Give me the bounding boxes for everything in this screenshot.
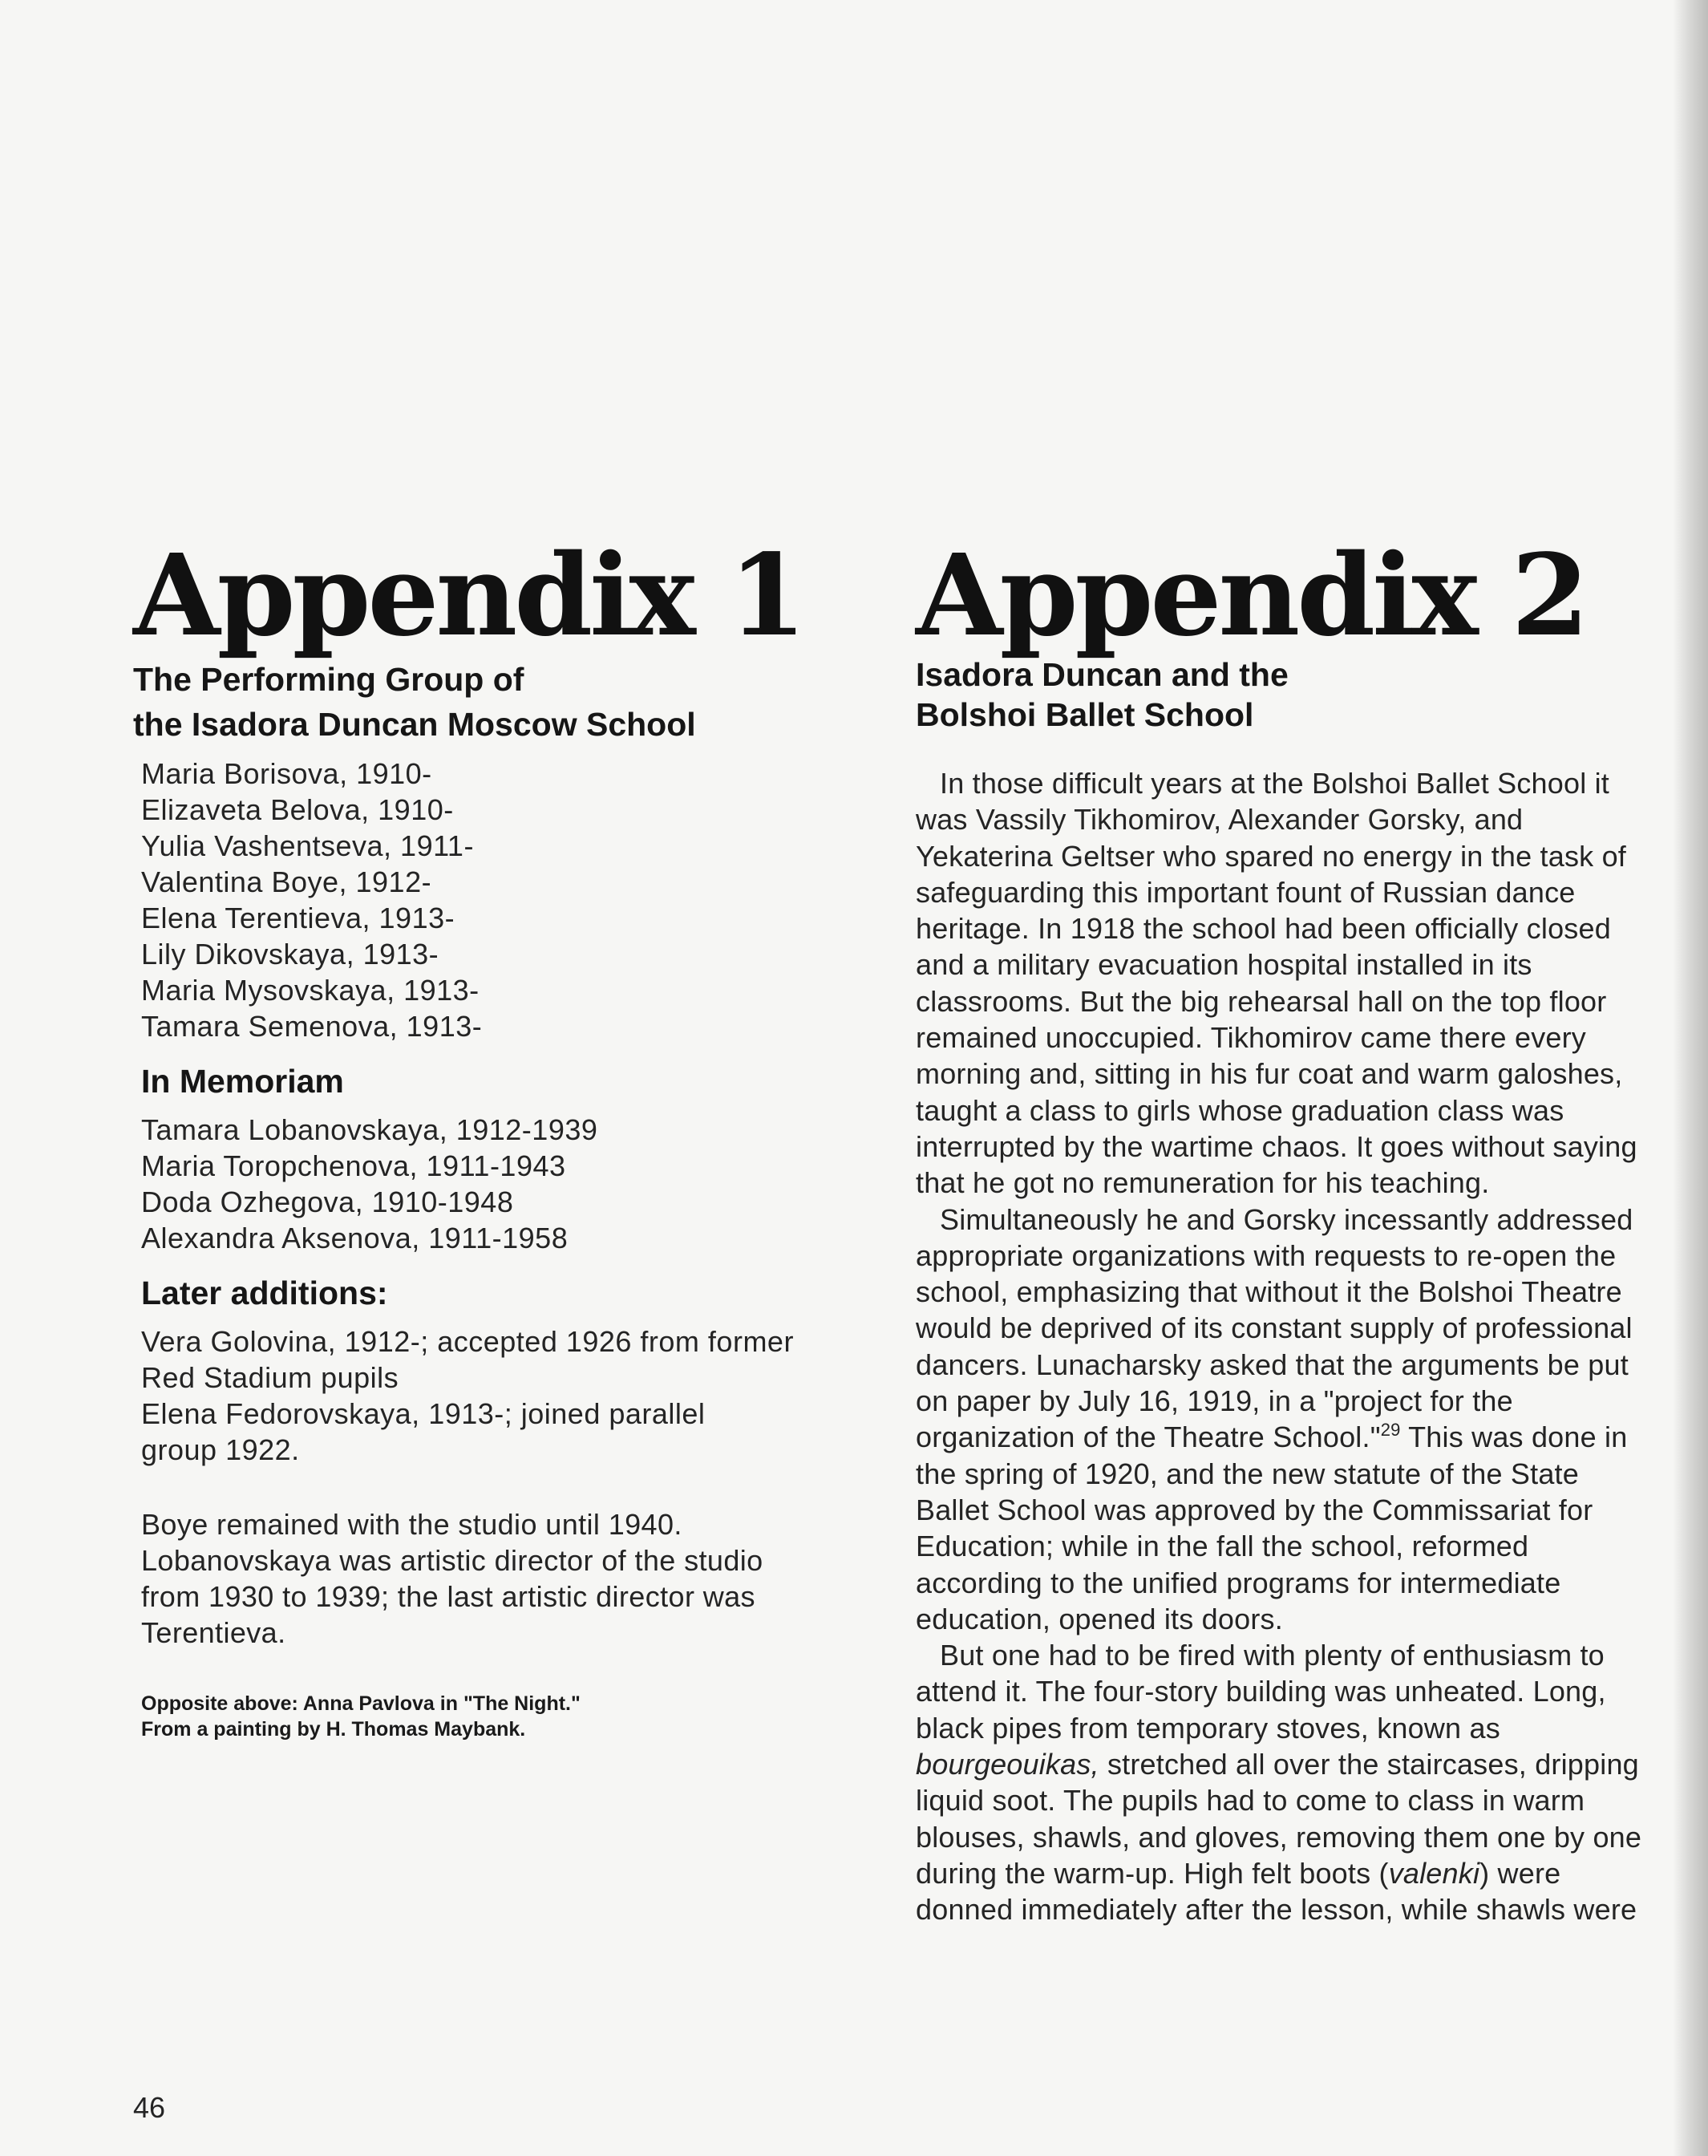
in-memoriam-list xyxy=(141,1112,879,1256)
list-item: group 1922. xyxy=(141,1433,300,1466)
appendix-2-subtitle-line-2: Bolshoi Ballet School xyxy=(916,696,1254,733)
later-additions-heading: Later additions: xyxy=(141,1275,388,1311)
list-item: Vera Golovina, 1912-; accepted 1926 from former xyxy=(141,1325,794,1358)
list-item: Lily Dikovskaya, 1913- xyxy=(141,938,439,971)
page-number: 46 xyxy=(133,2091,166,2124)
appendix-1-column xyxy=(133,530,879,1742)
list-item: Alexandra Aksenova, 1911-1958 xyxy=(141,1222,569,1254)
image-caption xyxy=(141,1691,879,1742)
later-additions-list xyxy=(141,1323,879,1468)
caption-line-2: From a painting by H. Thomas Maybank. xyxy=(141,1718,526,1741)
list-item: Maria Borisova, 1910- xyxy=(141,757,432,790)
list-item: Doda Ozhegova, 1910-1948 xyxy=(141,1185,514,1218)
list-item: Red Stadium pupils xyxy=(141,1361,399,1394)
paragraph-2-text-a: Simultaneously he and Gorsky incessantly addressed appropriate organizations with requests to re-open the school, emphasizing that without it the Bolshoi Theatre would be deprived of its constant supply of professional dancers. Lunacharsky asked that the arguments be put on paper by July 16, 1919, in a "project for the organization of the Theatre School." xyxy=(916,1202,1633,1454)
italic-term-bourgeouikas: bourgeouikas, xyxy=(916,1748,1099,1781)
appendix-2-title: Appendix 2 xyxy=(916,530,1586,662)
appendix-1-title: Appendix 1 xyxy=(133,530,803,662)
list-item: Elizaveta Belova, 1910- xyxy=(141,793,454,826)
italic-term-valenki: valenki xyxy=(1388,1856,1480,1890)
list-item: Tamara Semenova, 1913- xyxy=(141,1010,483,1043)
note-line: Boye remained with the studio until 1940. xyxy=(141,1508,682,1541)
list-item: Elena Fedorovskaya, 1913-; joined parallel xyxy=(141,1397,706,1430)
note-line: from 1930 to 1939; the last artistic director was xyxy=(141,1580,755,1613)
list-item: Yulia Vashentseva, 1911- xyxy=(141,829,474,862)
appendix-1-subtitle-line-1: The Performing Group of xyxy=(133,661,524,698)
paragraph-1: In those difficult years at the Bolshoi Ballet School it was Vassily Tikhomirov, Alexander Gorsky, and Yekaterina Geltser who spared no energy in the task of safeguarding this important fount of Russian dance heritage. In 1918 the school had been officially closed and a military evacuation hospital installed in its classrooms. But the big rehearsal hall on the top floor remained unoccupied. Tikhomirov came there every morning and, sitting in his fur coat and warm galoshes, taught a class to girls whose graduation class was interrupted by the wartime chaos. It goes without saying that he got no remuneration for his teaching. xyxy=(916,767,1637,1200)
page-edge-shadow xyxy=(1673,0,1708,2156)
note-line: Terentieva. xyxy=(141,1616,286,1649)
appendix-1-subtitle-line-2: the Isadora Duncan Moscow School xyxy=(133,706,696,743)
list-item: Maria Mysovskaya, 1913- xyxy=(141,974,480,1007)
appendix-2-body xyxy=(916,765,1653,1928)
list-item: Valentina Boye, 1912- xyxy=(141,865,432,898)
in-memoriam-heading: In Memoriam xyxy=(141,1063,344,1100)
paragraph-3-text-a: But one had to be fired with plenty of enthusiasm to attend it. The four-story building was unheated. Long, black pipes from temporary stoves, known as xyxy=(916,1639,1606,1745)
caption-line-1: Opposite above: Anna Pavlova in "The Night." xyxy=(141,1692,581,1715)
appendix-2-subtitle-line-1: Isadora Duncan and the xyxy=(916,656,1289,693)
list-item: Tamara Lobanovskaya, 1912-1939 xyxy=(141,1113,598,1146)
paragraph-3 xyxy=(916,1637,1653,1927)
note-line: Lobanovskaya was artistic director of the studio xyxy=(141,1544,763,1577)
paragraph-2-text-b: This was done in the spring of 1920, and the new statute of the State Ballet School was approved by the Commissariat for Education; while in the fall the school, reformed according to the unified programs for intermediate education, opened its doors. xyxy=(916,1420,1628,1635)
paragraph-2 xyxy=(916,1202,1653,1638)
footnote-reference: 29 xyxy=(1380,1420,1401,1441)
list-item: Maria Toropchenova, 1911-1943 xyxy=(141,1149,566,1182)
list-item: Elena Terentieva, 1913- xyxy=(141,902,455,934)
appendix-2-column xyxy=(916,530,1653,1928)
paragraph-3-text-c: ) were donned immediately after the lesson, while shawls were xyxy=(916,1856,1637,1927)
studio-note xyxy=(141,1506,879,1651)
performing-group-list xyxy=(141,756,879,1044)
paragraph-3-text-b: stretched all over the staircases, dripping liquid soot. The pupils had to come to class in warm blouses, shawls, and gloves, removing them one by one during the warm-up. High felt boots ( xyxy=(916,1748,1642,1890)
